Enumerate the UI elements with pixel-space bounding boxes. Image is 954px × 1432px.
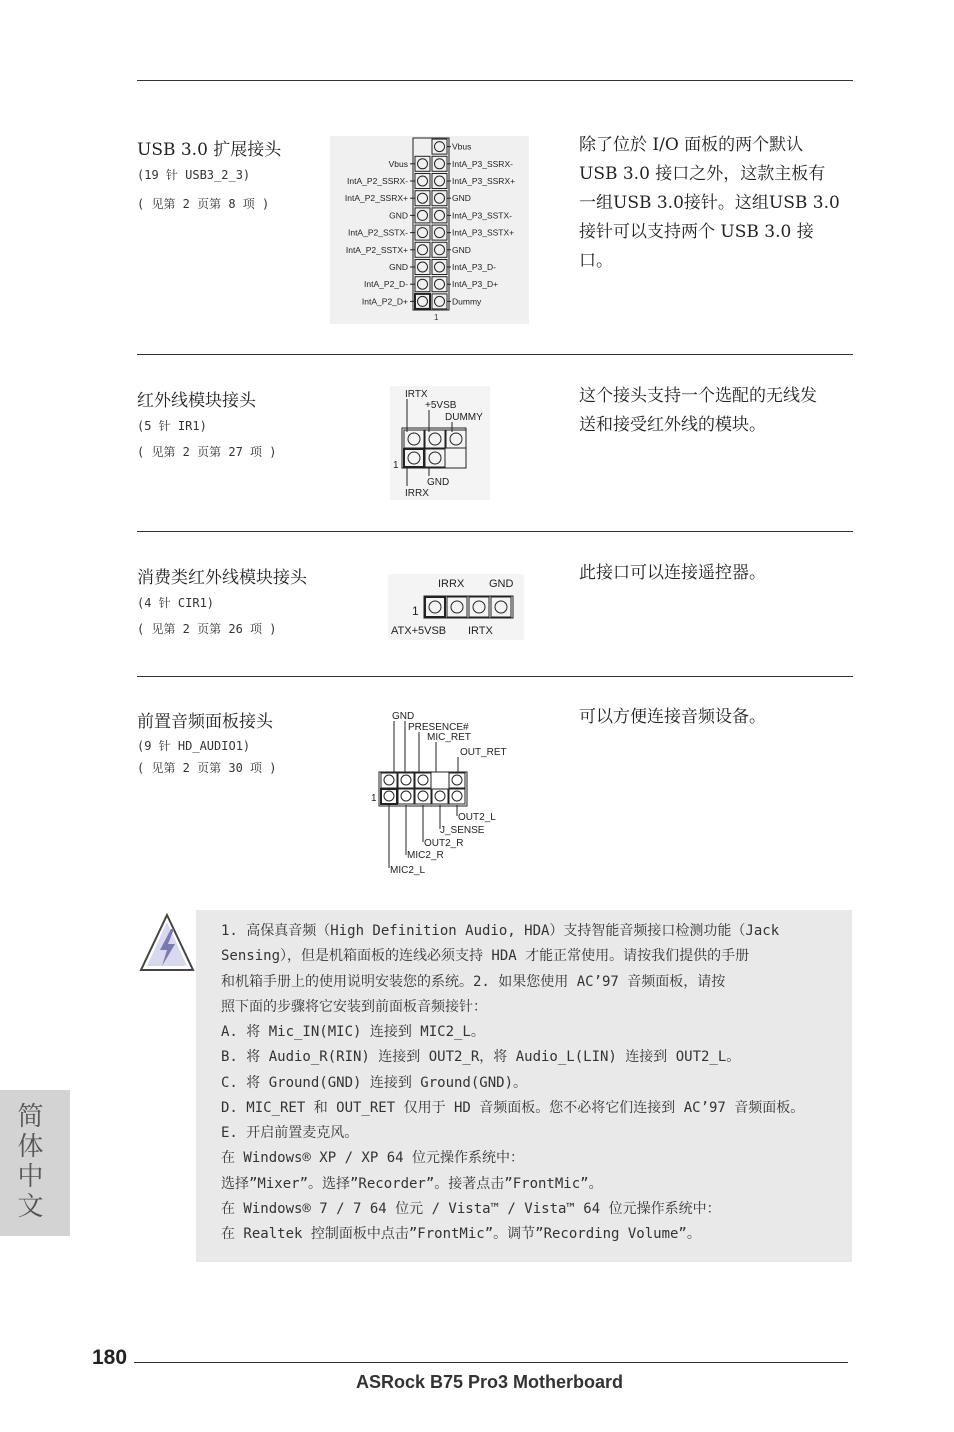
cir-header-pins: (4 针 CIR1)	[137, 596, 215, 610]
usb3-header-ref: ( 见第 2 页第 8 项 )	[137, 197, 270, 211]
cir-label-irtx: IRTX	[468, 625, 493, 637]
usb3-desc-line: 接针可以支持两个 USB 3.0 接	[579, 222, 814, 242]
audio-description	[579, 703, 857, 732]
usb3-description	[579, 131, 857, 276]
usb3-right-pin-label: Vbus	[452, 141, 472, 152]
note-line: A. 将 Mic_IN(MIC) 连接到 MIC2_L。	[221, 1024, 485, 1040]
audio-header-ref: ( 见第 2 页第 30 项 )	[137, 761, 277, 775]
audio-desc-line: 可以方便连接音频设备。	[579, 707, 766, 727]
warning-icon	[138, 912, 196, 976]
usb3-pin1-label: 1	[434, 313, 439, 322]
usb3-left-pin-label: IntA_P2_SSRX-	[347, 176, 408, 186]
cir-header-ref: ( 见第 2 页第 26 项 )	[137, 622, 277, 636]
note-line: B. 将 Audio_R(RIN) 连接到 OUT2_R，将 Audio_L(LIN) 连接到 OUT2_L。	[221, 1049, 741, 1065]
ir-header-pins: (5 针 IR1)	[137, 419, 207, 433]
audio-label-mic2-r: MIC2_R	[407, 850, 444, 861]
usb3-header-pins: (19 针 USB3_2_3)	[137, 168, 251, 182]
usb3-left-pin-label: IntA_P2_SSRX+	[344, 193, 408, 204]
audio-header-pins: (9 针 HD_AUDIO1)	[137, 739, 251, 753]
top-rule	[137, 80, 853, 81]
usb3-desc-line: 一组USB 3.0接针。这组USB 3.0	[579, 193, 840, 213]
audio-label-mic2-l: MIC2_L	[390, 865, 426, 876]
usb3-left-pin-label: IntA_P2_D-	[364, 279, 408, 290]
audio-label-mic-ret: MIC_RET	[427, 732, 471, 743]
audio-label-presence: PRESENCE#	[408, 722, 469, 733]
cir-label-atx5vsb: ATX+5VSB	[391, 625, 447, 637]
note-line: 和机箱手册上的使用说明安装您的系统。2. 如果您使用 AC’97 音频面板，请按	[221, 974, 726, 990]
usb3-right-pin-label: IntA_P3_SSRX-	[452, 158, 513, 169]
usb3-left-pin-label: GND	[389, 262, 408, 272]
note-line: 1. 高保真音频（High Definition Audio, HDA）支持智能音频接口检测功能（Jack	[221, 923, 780, 939]
ir-label-5vsb: +5VSB	[425, 400, 457, 411]
usb3-right-pin-label: IntA_P3_D+	[452, 279, 499, 290]
footer-title: ASRock B75 Pro3 Motherboard	[356, 1372, 624, 1392]
cir-pin1-label: 1	[412, 604, 419, 618]
note-line: D. MIC_RET 和 OUT_RET 仅用于 HD 音频面板。您不必将它们连接到 AC’97 音频面板。	[221, 1100, 805, 1116]
usb3-right-pin-label: IntA_P3_SSRX+	[452, 176, 516, 186]
ir-pin-diagram	[390, 386, 490, 500]
language-side-tab	[0, 1090, 70, 1236]
usb3-left-pin-label: GND	[389, 210, 408, 221]
note-line: C. 将 Ground(GND) 连接到 Ground(GND)。	[221, 1075, 528, 1091]
usb3-header-title: USB 3.0 扩展接头	[137, 140, 282, 160]
section-divider	[137, 531, 853, 532]
ir-label-gnd: GND	[427, 477, 450, 488]
usb3-right-pin-label: GND	[452, 244, 471, 255]
audio-label-out-ret: OUT_RET	[460, 747, 507, 758]
cir-description	[579, 559, 857, 588]
audio-label-out2-l: OUT2_L	[458, 812, 496, 823]
usb3-right-pin-label: Dummy	[452, 296, 482, 307]
note-line: Sensing），但是机箱面板的连线必须支持 HDA 才能正常使用。请按我们提供的手册	[221, 948, 750, 964]
usb3-pin-diagram	[330, 136, 529, 324]
usb3-desc-line: 除了位於 I/O 面板的两个默认	[579, 135, 804, 155]
cir-label-irrx: IRRX	[438, 578, 465, 590]
note-line: E. 开启前置麦克风。	[221, 1125, 359, 1141]
cir-desc-line: 此接口可以连接遥控器。	[579, 563, 766, 583]
usb3-right-pin-label: IntA_P3_D-	[452, 262, 496, 272]
ir-header-ref: ( 见第 2 页第 27 项 )	[137, 445, 277, 459]
ir-label-irrx: IRRX	[405, 488, 429, 499]
language-side-tab-label: 简体中文	[13, 1102, 43, 1222]
cir-header-title: 消费类红外线模块接头	[137, 568, 307, 588]
note-line: 在 Realtek 控制面板中点击”FrontMic”。调节”Recording Volume”。	[221, 1226, 701, 1242]
usb3-right-pin-label: GND	[452, 193, 471, 204]
usb3-desc-line: USB 3.0 接口之外，这款主板有	[579, 164, 826, 184]
note-line: 选择”Mixer”。选择”Recorder”。接著点击”FrontMic”。	[221, 1176, 603, 1192]
usb3-right-pin-label: IntA_P3_SSTX+	[452, 227, 515, 238]
audio-header-title: 前置音频面板接头	[137, 712, 273, 732]
ir-desc-line: 这个接头支持一个选配的无线发	[579, 386, 817, 406]
cir-pin-diagram	[388, 574, 524, 640]
usb3-left-pin-label: Vbus	[388, 158, 408, 169]
cir-label-gnd: GND	[489, 578, 514, 590]
ir-label-dummy: DUMMY	[445, 412, 483, 423]
audio-label-gnd: GND	[392, 711, 415, 722]
usb3-left-pin-label: IntA_P2_SSTX-	[347, 227, 408, 238]
page-number: 180	[92, 1346, 128, 1369]
usb3-desc-line: 口。	[579, 251, 613, 271]
usb3-right-pin-label: IntA_P3_SSTX-	[452, 210, 513, 221]
note-line: 在 Windows® XP / XP 64 位元操作系统中：	[221, 1150, 525, 1166]
note-line: 在 Windows® 7 / 7 64 位元 / Vista™ / Vista™ 64 位元操作系统中：	[221, 1201, 721, 1217]
section-divider	[137, 354, 853, 355]
ir-description	[579, 382, 857, 440]
audio-pin-diagram	[370, 708, 510, 880]
footer-rule	[134, 1362, 848, 1363]
note-line: 照下面的步骤将它安装到前面板音频接针：	[221, 999, 487, 1015]
note-box	[196, 910, 852, 1262]
audio-label-j-sense: J_SENSE	[440, 825, 485, 836]
usb3-left-pin-label: IntA_P2_D+	[361, 296, 408, 307]
audio-label-out2-r: OUT2_R	[424, 838, 464, 849]
usb3-left-pin-label: IntA_P2_SSTX+	[345, 244, 408, 255]
section-divider	[137, 676, 853, 677]
ir-pin1-label: 1	[393, 460, 399, 471]
ir-header-title: 红外线模块接头	[137, 391, 256, 411]
ir-desc-line: 送和接受红外线的模块。	[579, 415, 766, 435]
ir-label-irtx: IRTX	[405, 389, 428, 400]
audio-pin1-label: 1	[371, 793, 377, 804]
